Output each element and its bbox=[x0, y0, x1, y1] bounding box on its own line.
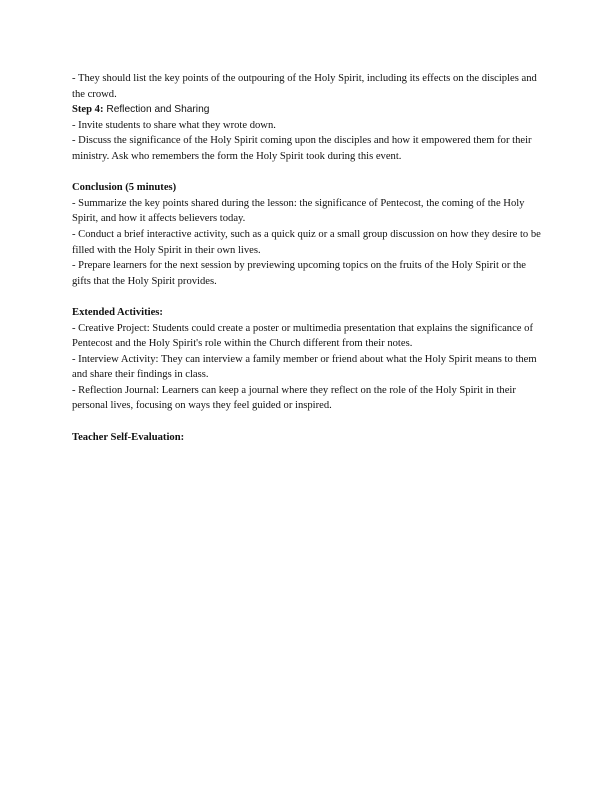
step-4-title: Reflection and Sharing bbox=[103, 104, 210, 116]
step-4-label: Step 4: bbox=[72, 104, 104, 116]
step-4-heading bbox=[72, 102, 544, 118]
conclusion-item: - Summarize the key points shared during the lesson: the significance of Pentecost, the coming of the Holy Spirit, and how it affects believers today. bbox=[72, 197, 525, 225]
conclusion-section bbox=[72, 180, 544, 289]
extended-activities-section bbox=[72, 305, 544, 414]
extended-activity-item: - Reflection Journal: Learners can keep a journal where they reflect on the role of the Holy Spirit in their personal lives, focusing on ways they feel guided or inspired. bbox=[72, 384, 516, 412]
step-3-item: - They should list the key points of the outpouring of the Holy Spirit, including its effects on the disciples and the crowd. bbox=[72, 73, 537, 100]
teacher-self-evaluation-section bbox=[72, 430, 544, 446]
extended-activity-item: - Interview Activity: They can interview a family member or friend about what the Holy Spirit means to them and share their findings in class. bbox=[72, 353, 537, 381]
extended-activity-item: - Creative Project: Students could create a poster or multimedia presentation that explains the significance of Pentecost and the Holy Spirit's role within the Church different from their notes. bbox=[72, 322, 533, 350]
step-3-continuation bbox=[72, 71, 544, 165]
document-page bbox=[72, 71, 544, 445]
conclusion-item: - Prepare learners for the next session by previewing upcoming topics on the fruits of the Holy Spirit or the gifts that the Holy Spirit provides. bbox=[72, 260, 526, 287]
step-4-block bbox=[72, 102, 544, 164]
conclusion-heading: Conclusion (5 minutes) bbox=[72, 182, 177, 194]
extended-activities-heading: Extended Activities: bbox=[72, 306, 163, 318]
step-4-item: - Discuss the significance of the Holy Spirit coming upon the disciples and how it empowered them for their ministry. Ask who remembers the form the Holy Spirit took during this event. bbox=[72, 135, 532, 162]
teacher-self-evaluation-heading: Teacher Self-Evaluation: bbox=[72, 431, 185, 443]
step-4-item: - Invite students to share what they wrote down. bbox=[72, 119, 276, 131]
conclusion-item: - Conduct a brief interactive activity, such as a quick quiz or a small group discussion on how they desire to be filled with the Holy Spirit in their own lives. bbox=[72, 228, 541, 256]
